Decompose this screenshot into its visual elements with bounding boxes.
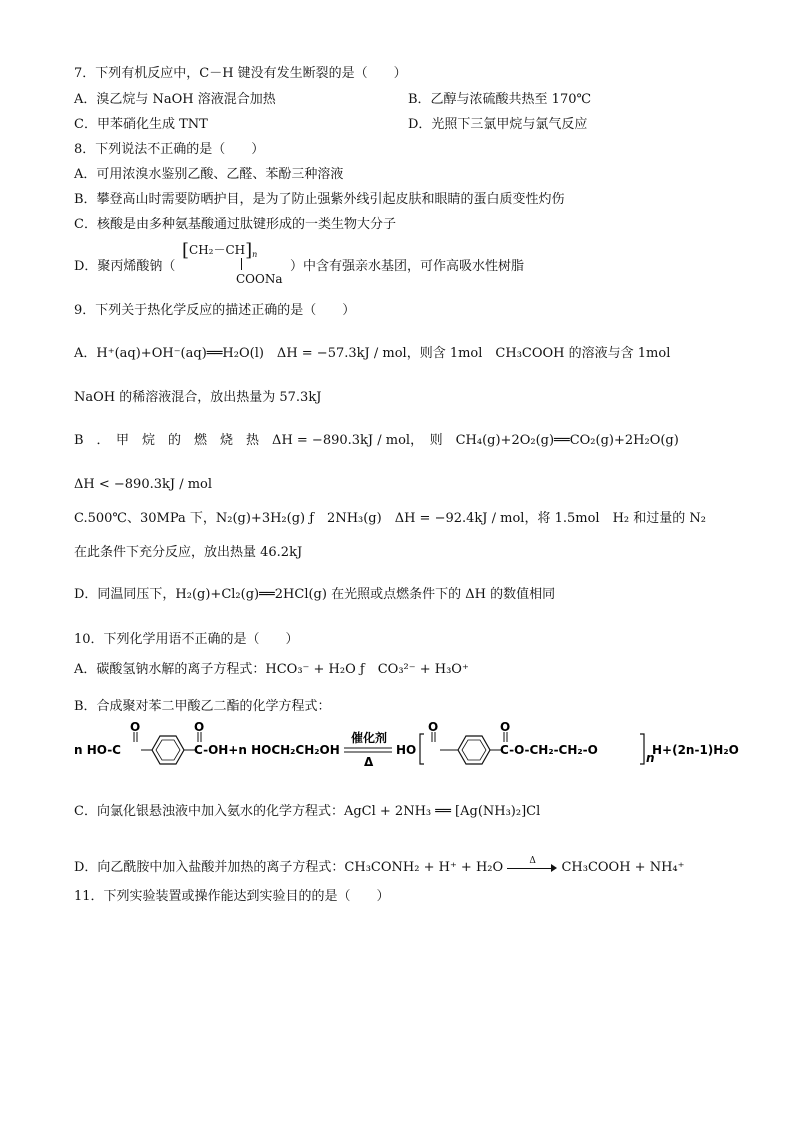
polymer-bond: [241, 258, 242, 270]
q11-stem: 11．下列实验装置或操作能达到实验目的的是（ ）: [74, 889, 390, 904]
q10-option-c: C．向氯化银悬浊液中加入氨水的化学方程式：AgCl + 2NH₃ ══ [Ag(NH₃)₂]Cl: [74, 804, 541, 819]
product-water: H+(2n-1)H₂O: [652, 743, 739, 757]
q10-option-a: A．碳酸氢钠水解的离子方程式：HCO₃⁻ + H₂O ƒ CO₃²⁻ + H₃O⁺: [74, 662, 469, 677]
q8-stem: 8．下列说法不正确的是（ ）: [74, 142, 265, 157]
q9-option-b-line1: B ． 甲 烷 的 燃 烧 热 ΔH = −890.3kJ / mol， 则 CH₄(g)+2O₂(g)══CO₂(g)+2H₂O(g): [74, 433, 679, 448]
q8-option-d-prefix: D．聚丙烯酸钠（: [74, 259, 176, 274]
reaction-drawing: [74, 720, 739, 772]
polymer-n: n: [252, 250, 258, 259]
q10-option-b: B．合成聚对苯二甲酸乙二酯的化学方程式：: [74, 699, 331, 714]
product-ho: HO: [396, 743, 417, 757]
q9-option-d: D．同温同压下，H₂(g)+Cl₂(g)══2HCl(g) 在光照或点燃条件下的 ΔH 的数值相同: [74, 587, 556, 602]
catalyst-label: 催化剂: [351, 731, 388, 745]
q10-d-products: CH₃COOH + NH₄⁺: [561, 860, 685, 875]
q7-option-d: D．光照下三氯甲烷与氯气反应: [408, 117, 588, 132]
q10-stem: 10．下列化学用语不正确的是（ ）: [74, 632, 299, 647]
carbonyl-o-label: O: [194, 720, 205, 734]
polyacrylate-structure: [178, 238, 298, 290]
polymer-chain: CH₂－CH: [189, 243, 246, 257]
reactant-acid-left: n HO-C: [74, 743, 121, 757]
polymer-side-group: COONa: [236, 272, 283, 286]
q8-option-b: B．攀登高山时需要防晒护目，是为了防止强紫外线引起皮肤和眼睛的蛋白质变性灼伤: [74, 192, 565, 207]
product-n: n: [646, 751, 655, 765]
reactant-acid-right: C-OH+n HOCH₂CH₂OH: [194, 743, 340, 757]
q9-option-b-line2: ΔH < −890.3kJ / mol: [74, 477, 213, 492]
carbonyl-o-label: O: [130, 720, 141, 734]
q10-d-reactants: D．向乙酰胺中加入盐酸并加热的离子方程式：CH₃CONH₂ + H⁺ + H₂O: [74, 860, 504, 875]
q8-option-a: A．可用浓溴水鉴别乙酸、乙醛、苯酚三种溶液: [74, 167, 344, 182]
carbonyl-o-label: O: [428, 720, 439, 734]
q8-option-c: C．核酸是由多种氨基酸通过肽键形成的一类生物大分子: [74, 217, 396, 232]
q9-option-a-line2: NaOH 的稀溶液混合，放出热量为 57.3kJ: [74, 390, 322, 405]
reaction-arrow-icon: [344, 748, 392, 752]
heat-label: Δ: [364, 755, 374, 769]
q7-stem: 7．下列有机反应中，C－H 键没有发生断裂的是（ ）: [74, 66, 407, 81]
q8-option-d-suffix: ）中含有强亲水基团，可作高吸水性树脂: [290, 259, 525, 274]
heat-arrow-icon: [507, 855, 557, 873]
product-ester: C-O-CH₂-CH₂-O: [500, 743, 598, 757]
q10-option-d: [74, 855, 685, 876]
q9-option-c-line1: C.500℃、30MPa 下，N₂(g)+3H₂(g) ƒ 2NH₃(g) ΔH = −92.4kJ / mol，将 1.5mol H₂ 和过量的 N₂: [74, 511, 706, 526]
q7-option-c: C．甲苯硝化生成 TNT: [74, 117, 208, 132]
benzene-ring-icon: [458, 736, 490, 764]
carbonyl-o-label: O: [500, 720, 511, 734]
benzene-ring-icon: [152, 736, 184, 764]
q9-option-c-line2: 在此条件下充分反应，放出热量 46.2kJ: [74, 545, 303, 560]
carbonyl-bonds: [134, 732, 507, 742]
q9-option-a-line1: A．H⁺(aq)+OH⁻(aq)══H₂O(l) ΔH = −57.3kJ / mol，则含 1mol CH₃COOH 的溶液与含 1mol: [74, 346, 671, 361]
pet-synthesis-equation: [74, 720, 739, 772]
polymer-repeat-unit: $[CH_2-CH]_n$: [182, 240, 258, 261]
q7-option-b: B．乙醇与浓硫酸共热至 170℃: [408, 92, 592, 107]
heat-label: Δ: [529, 855, 536, 866]
q7-option-a: A．溴乙烷与 NaOH 溶液混合加热: [74, 92, 276, 107]
q9-stem: 9．下列关于热化学反应的描述正确的是（ ）: [74, 303, 356, 318]
